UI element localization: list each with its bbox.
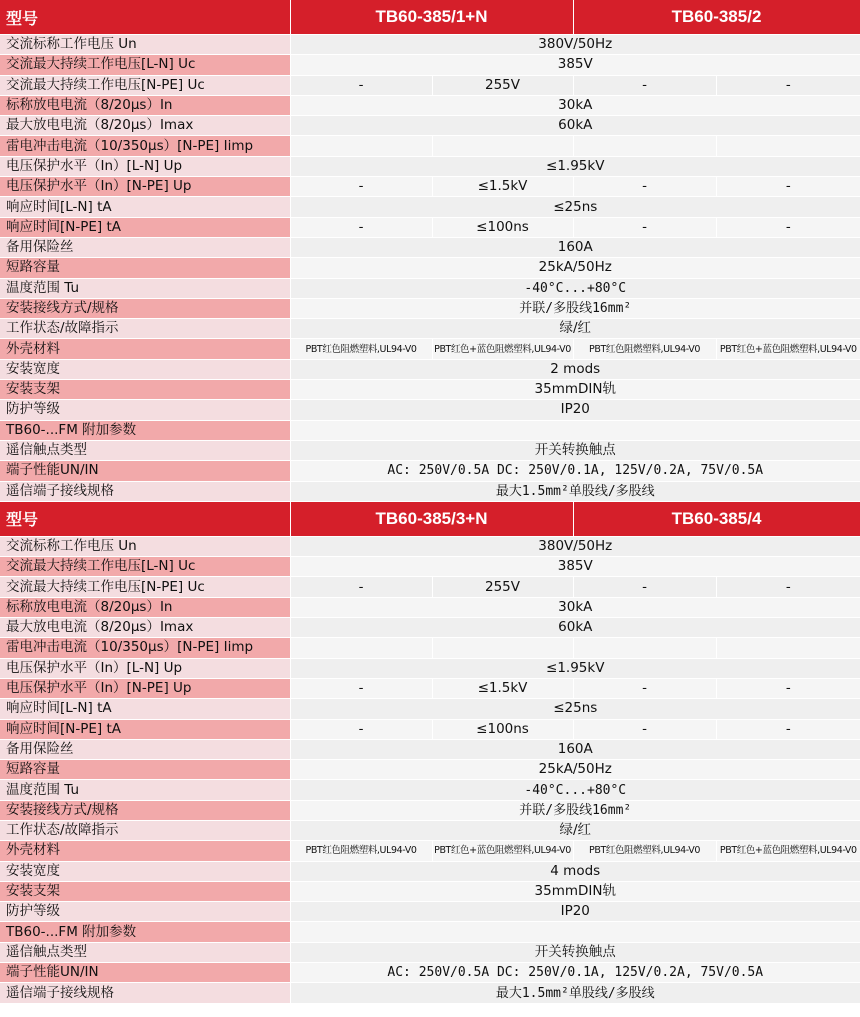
- row-value: 35mmDIN轨: [290, 881, 860, 901]
- row-value-cell: [573, 638, 716, 658]
- row-label: 交流标称工作电压 Un: [0, 536, 290, 556]
- row-value: ≤1.95kV: [290, 156, 860, 176]
- row-label: 外壳材料: [0, 339, 290, 359]
- row-value-cell: PBT红色阻燃塑料,UL94-V0: [290, 339, 432, 359]
- row-value: [290, 420, 860, 440]
- row-value: AC: 250V/0.5A DC: 250V/0.1A, 125V/0.2A, 75V/0.5A: [290, 461, 860, 481]
- row-label: 遥信触点类型: [0, 440, 290, 460]
- table-row: [0, 75, 860, 95]
- row-value: AC: 250V/0.5A DC: 250V/0.1A, 125V/0.2A, 75V/0.5A: [290, 963, 860, 983]
- spec-table: [0, 0, 860, 502]
- header-model-b: TB60-385/4: [573, 502, 860, 537]
- row-label: 电压保护水平（In）[N-PE] Up: [0, 678, 290, 698]
- row-value-cell: -: [290, 75, 432, 95]
- table-row: [0, 638, 860, 658]
- row-value: 并联/多股线16mm²: [290, 298, 860, 318]
- row-value: -40°C...+80°C: [290, 780, 860, 800]
- row-label: 交流最大持续工作电压[N-PE] Uc: [0, 577, 290, 597]
- table-row: [0, 841, 860, 861]
- header-model-a: TB60-385/3+N: [290, 502, 573, 537]
- table-row: [0, 760, 860, 780]
- row-value-cell: PBT红色+蓝色阻燃塑料,UL94-V0: [432, 841, 573, 861]
- row-label: 遥信端子接线规格: [0, 983, 290, 1003]
- row-value-cell: [432, 136, 573, 156]
- row-value-cell: PBT红色+蓝色阻燃塑料,UL94-V0: [716, 841, 860, 861]
- table-row: [0, 881, 860, 901]
- row-value-cell: PBT红色阻燃塑料,UL94-V0: [573, 339, 716, 359]
- row-value: 30kA: [290, 597, 860, 617]
- row-value-cell: ≤1.5kV: [432, 177, 573, 197]
- row-value-cell: -: [716, 577, 860, 597]
- row-value: 385V: [290, 557, 860, 577]
- row-value: 380V/50Hz: [290, 35, 860, 55]
- row-value-cell: PBT红色阻燃塑料,UL94-V0: [290, 841, 432, 861]
- table-row: [0, 380, 860, 400]
- row-value: 并联/多股线16mm²: [290, 800, 860, 820]
- row-label: 交流最大持续工作电压[N-PE] Uc: [0, 75, 290, 95]
- row-label: 防护等级: [0, 400, 290, 420]
- row-label: 响应时间[L-N] tA: [0, 197, 290, 217]
- table-row: [0, 339, 860, 359]
- header-model-label: 型号: [0, 0, 290, 35]
- row-label: 温度范围 Tu: [0, 278, 290, 298]
- row-label: 安装接线方式/规格: [0, 800, 290, 820]
- row-label: 安装宽度: [0, 861, 290, 881]
- row-label: 工作状态/故障指示: [0, 820, 290, 840]
- table-row: [0, 461, 860, 481]
- table-row: [0, 699, 860, 719]
- row-value-cell: -: [716, 719, 860, 739]
- row-value-cell: 255V: [432, 577, 573, 597]
- row-label: 安装支架: [0, 380, 290, 400]
- row-value-cell: -: [573, 678, 716, 698]
- row-value-cell: -: [573, 217, 716, 237]
- table-row: [0, 440, 860, 460]
- row-value-cell: 255V: [432, 75, 573, 95]
- row-value: 30kA: [290, 95, 860, 115]
- row-label: 端子性能UN/IN: [0, 963, 290, 983]
- row-value-cell: -: [573, 75, 716, 95]
- row-value-cell: PBT红色+蓝色阻燃塑料,UL94-V0: [716, 339, 860, 359]
- row-value-cell: -: [573, 719, 716, 739]
- row-value-cell: [573, 136, 716, 156]
- row-value: 开关转换触点: [290, 440, 860, 460]
- table-row: [0, 557, 860, 577]
- row-value: 开关转换触点: [290, 942, 860, 962]
- table-row: [0, 780, 860, 800]
- row-value: ≤1.95kV: [290, 658, 860, 678]
- row-value: 160A: [290, 739, 860, 759]
- row-value: 最大1.5mm²单股线/多股线: [290, 983, 860, 1003]
- row-label: 短路容量: [0, 258, 290, 278]
- table-row: [0, 983, 860, 1003]
- table-row: [0, 400, 860, 420]
- row-label: 安装支架: [0, 881, 290, 901]
- row-value-cell: -: [290, 719, 432, 739]
- table-row: [0, 116, 860, 136]
- table-row: [0, 35, 860, 55]
- row-value: 60kA: [290, 618, 860, 638]
- spec-table: [0, 502, 860, 1004]
- row-value: [290, 922, 860, 942]
- table-row: [0, 136, 860, 156]
- table-row: [0, 739, 860, 759]
- table-row: [0, 258, 860, 278]
- row-value-cell: -: [716, 75, 860, 95]
- row-value: 160A: [290, 237, 860, 257]
- table-row: [0, 278, 860, 298]
- row-label: 备用保险丝: [0, 739, 290, 759]
- row-value: 35mmDIN轨: [290, 380, 860, 400]
- table-row: [0, 481, 860, 501]
- row-label: 响应时间[L-N] tA: [0, 699, 290, 719]
- header-model-a: TB60-385/1+N: [290, 0, 573, 35]
- table-row: [0, 658, 860, 678]
- row-label: 备用保险丝: [0, 237, 290, 257]
- row-value-cell: [716, 136, 860, 156]
- table-row: [0, 177, 860, 197]
- row-label: 响应时间[N-PE] tA: [0, 217, 290, 237]
- row-value-cell: -: [290, 577, 432, 597]
- table-row: [0, 719, 860, 739]
- table-row: [0, 618, 860, 638]
- row-label: 安装宽度: [0, 359, 290, 379]
- row-label: 最大放电电流（8/20μs）Imax: [0, 116, 290, 136]
- row-value: 4 mods: [290, 861, 860, 881]
- table-row: [0, 197, 860, 217]
- row-label: 工作状态/故障指示: [0, 319, 290, 339]
- row-label: 电压保护水平（In）[L-N] Up: [0, 658, 290, 678]
- row-label: 标称放电电流（8/20μs）In: [0, 597, 290, 617]
- table-row: [0, 597, 860, 617]
- row-label: 最大放电电流（8/20μs）Imax: [0, 618, 290, 638]
- table-row: [0, 359, 860, 379]
- table-row: [0, 319, 860, 339]
- row-label: 端子性能UN/IN: [0, 461, 290, 481]
- row-label: 安装接线方式/规格: [0, 298, 290, 318]
- row-value-cell: PBT红色阻燃塑料,UL94-V0: [573, 841, 716, 861]
- header-model-b: TB60-385/2: [573, 0, 860, 35]
- table-row: [0, 902, 860, 922]
- row-value: IP20: [290, 400, 860, 420]
- header-model-label: 型号: [0, 502, 290, 537]
- row-value-cell: -: [716, 177, 860, 197]
- row-value-cell: PBT红色+蓝色阻燃塑料,UL94-V0: [432, 339, 573, 359]
- row-value: 25kA/50Hz: [290, 258, 860, 278]
- row-value-cell: -: [573, 577, 716, 597]
- table-row: [0, 577, 860, 597]
- row-label: TB60-...FM 附加参数: [0, 420, 290, 440]
- row-value-cell: -: [290, 177, 432, 197]
- table-row: [0, 922, 860, 942]
- row-label: TB60-...FM 附加参数: [0, 922, 290, 942]
- row-value: 绿/红: [290, 820, 860, 840]
- table-row: [0, 237, 860, 257]
- table-row: [0, 820, 860, 840]
- row-value: ≤25ns: [290, 197, 860, 217]
- table-header-row: [0, 502, 860, 537]
- row-value: 25kA/50Hz: [290, 760, 860, 780]
- row-value-cell: -: [716, 678, 860, 698]
- row-value-cell: ≤100ns: [432, 217, 573, 237]
- row-label: 防护等级: [0, 902, 290, 922]
- row-value-cell: ≤1.5kV: [432, 678, 573, 698]
- table-row: [0, 800, 860, 820]
- row-value-cell: -: [573, 177, 716, 197]
- row-label: 外壳材料: [0, 841, 290, 861]
- row-label: 温度范围 Tu: [0, 780, 290, 800]
- table-row: [0, 420, 860, 440]
- table-row: [0, 95, 860, 115]
- row-value: 绿/红: [290, 319, 860, 339]
- row-value: IP20: [290, 902, 860, 922]
- table-row: [0, 678, 860, 698]
- table-row: [0, 536, 860, 556]
- table-header-row: [0, 0, 860, 35]
- row-label: 交流最大持续工作电压[L-N] Uc: [0, 557, 290, 577]
- table-row: [0, 55, 860, 75]
- row-value: ≤25ns: [290, 699, 860, 719]
- row-label: 遥信端子接线规格: [0, 481, 290, 501]
- row-value-cell: -: [290, 678, 432, 698]
- row-value: 380V/50Hz: [290, 536, 860, 556]
- table-row: [0, 217, 860, 237]
- row-label: 电压保护水平（In）[L-N] Up: [0, 156, 290, 176]
- row-value-cell: [716, 638, 860, 658]
- row-value-cell: [432, 638, 573, 658]
- row-value-cell: -: [716, 217, 860, 237]
- row-label: 响应时间[N-PE] tA: [0, 719, 290, 739]
- table-row: [0, 963, 860, 983]
- row-value-cell: [290, 136, 432, 156]
- row-value-cell: -: [290, 217, 432, 237]
- row-value: -40°C...+80°C: [290, 278, 860, 298]
- row-value-cell: [290, 638, 432, 658]
- row-label: 雷电冲击电流（10/350μs）[N-PE] Iimp: [0, 638, 290, 658]
- row-value: 60kA: [290, 116, 860, 136]
- table-row: [0, 861, 860, 881]
- row-label: 短路容量: [0, 760, 290, 780]
- row-value-cell: ≤100ns: [432, 719, 573, 739]
- row-value: 最大1.5mm²单股线/多股线: [290, 481, 860, 501]
- row-label: 遥信触点类型: [0, 942, 290, 962]
- row-label: 雷电冲击电流（10/350μs）[N-PE] Iimp: [0, 136, 290, 156]
- row-value: 2 mods: [290, 359, 860, 379]
- table-row: [0, 156, 860, 176]
- row-label: 交流最大持续工作电压[L-N] Uc: [0, 55, 290, 75]
- table-row: [0, 298, 860, 318]
- row-label: 标称放电电流（8/20μs）In: [0, 95, 290, 115]
- row-value: 385V: [290, 55, 860, 75]
- row-label: 电压保护水平（In）[N-PE] Up: [0, 177, 290, 197]
- row-label: 交流标称工作电压 Un: [0, 35, 290, 55]
- table-row: [0, 942, 860, 962]
